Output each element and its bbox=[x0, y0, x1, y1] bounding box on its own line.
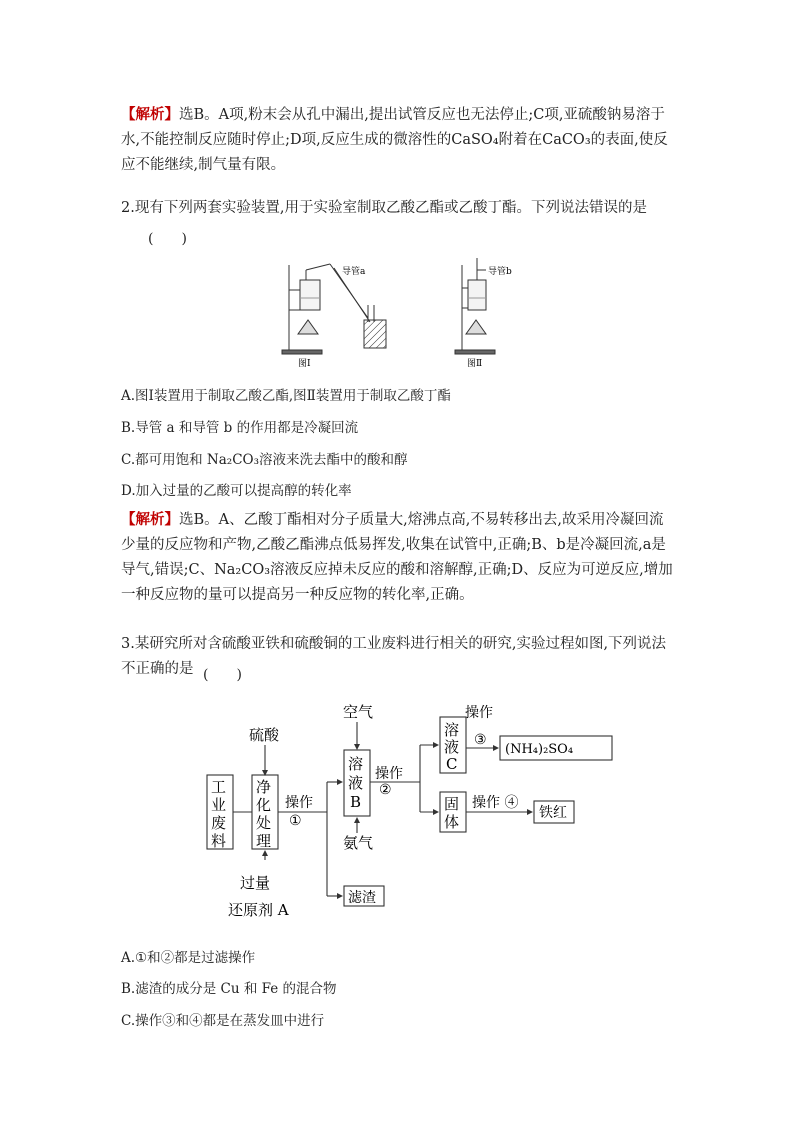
op1-num: ① bbox=[289, 813, 302, 829]
q2-option-d: D.加入过量的乙酸可以提高醇的转化率 bbox=[121, 483, 352, 499]
op3-label: 操作 bbox=[465, 705, 493, 721]
label-tube-b: 导管b bbox=[488, 267, 512, 277]
q2-option-a: A.图Ⅰ装置用于制取乙酸乙酯,图Ⅱ装置用于制取乙酸丁酯 bbox=[121, 388, 451, 404]
q2-option-b: B.导管 a 和导管 b 的作用都是冷凝回流 bbox=[121, 420, 359, 436]
caption-figure-1: 图Ⅰ bbox=[298, 359, 311, 369]
apparatus-figure bbox=[0, 250, 794, 380]
solid-char-1: 固 bbox=[444, 795, 460, 813]
solution-b-char-3: B bbox=[350, 793, 362, 811]
sulfuric-acid-label: 硫酸 bbox=[249, 726, 280, 744]
waste-char-2: 业 bbox=[211, 796, 227, 814]
ammonia-label: 氨气 bbox=[343, 834, 374, 852]
waste-char-1: 工 bbox=[211, 778, 227, 796]
flow-diagram bbox=[0, 700, 794, 930]
waste-char-4: 料 bbox=[211, 832, 227, 850]
analysis-label: 【解析】 bbox=[121, 511, 179, 528]
op2-num: ② bbox=[379, 782, 392, 798]
reducer-label-2: 还原剂 A bbox=[228, 901, 289, 919]
q3-option-c: C.操作③和④都是在蒸发皿中进行 bbox=[121, 1013, 325, 1029]
iron-red-label: 铁红 bbox=[539, 805, 567, 821]
residue-label: 滤渣 bbox=[348, 890, 376, 906]
op4-label: 操作 ④ bbox=[472, 795, 519, 811]
solution-c-char-3: C bbox=[446, 755, 458, 773]
solid-char-2: 体 bbox=[444, 813, 460, 831]
reducer-label-1: 过量 bbox=[240, 874, 271, 892]
purify-char-4: 理 bbox=[256, 832, 272, 850]
solution-b-char-1: 溶 bbox=[348, 755, 364, 773]
caption-figure-2: 图Ⅱ bbox=[467, 359, 483, 369]
question-2-stem bbox=[121, 196, 677, 221]
answer-paren: ( ) bbox=[203, 667, 242, 683]
analysis-text: 选B。A、乙酸丁酯相对分子质量大,熔沸点高,不易转移出去,故采用冷凝回流少量的反应物和产物,乙酸乙酯沸点低易挥发,收集在试管中,正确;B、b是冷凝回流,a是导气,错误;C、Na₂CO₃溶液反应掉未反应的酸和溶解醇,正确;D、反应为可逆反应,增加一种反应物的量可以提高另一种反应物的转化率,正确。 bbox=[121, 512, 673, 603]
q1-analysis bbox=[121, 102, 677, 178]
q3-option-b: B.滤渣的成分是 Cu 和 Fe 的混合物 bbox=[121, 981, 337, 997]
answer-paren: ( ) bbox=[148, 231, 187, 247]
op3-num: ③ bbox=[474, 732, 487, 748]
label-tube-a: 导管a bbox=[342, 267, 366, 277]
op2-label: 操作 bbox=[375, 766, 403, 782]
question-text: 2.现有下列两套实验装置,用于实验室制取乙酸乙酯或乙酸丁酯。下列说法错误的是 bbox=[121, 200, 647, 216]
solution-b-char-2: 液 bbox=[348, 774, 364, 792]
op1-label: 操作 bbox=[285, 795, 313, 811]
purify-char-3: 处 bbox=[256, 814, 272, 832]
analysis-text: 选B。A项,粉末会从孔中漏出,提出试管反应也无法停止;C项,亚硫酸钠易溶于水,不能控制反应随时停止;D项,反应生成的微溶性的CaSO₄附着在CaCO₃的表面,使反应不能继续,制气量有限。 bbox=[121, 107, 668, 173]
air-label: 空气 bbox=[343, 703, 374, 721]
solution-c-char-1: 溶 bbox=[444, 721, 460, 739]
solution-c-char-2: 液 bbox=[444, 738, 460, 756]
product-label: (NH₄)₂SO₄ bbox=[505, 742, 574, 757]
purify-char-1: 净 bbox=[256, 778, 272, 796]
q2-analysis bbox=[121, 507, 677, 608]
q2-option-c: C.都可用饱和 Na₂CO₃溶液来洗去酯中的酸和醇 bbox=[121, 452, 408, 468]
analysis-label: 【解析】 bbox=[121, 106, 179, 123]
purify-char-2: 化 bbox=[256, 796, 272, 814]
q3-option-a: A.①和②都是过滤操作 bbox=[121, 950, 256, 966]
question-text: 3.某研究所对含硫酸亚铁和硫酸铜的工业废料进行相关的研究,实验过程如图,下列说法不正确的是 bbox=[121, 636, 667, 677]
waste-char-3: 废 bbox=[211, 814, 227, 832]
